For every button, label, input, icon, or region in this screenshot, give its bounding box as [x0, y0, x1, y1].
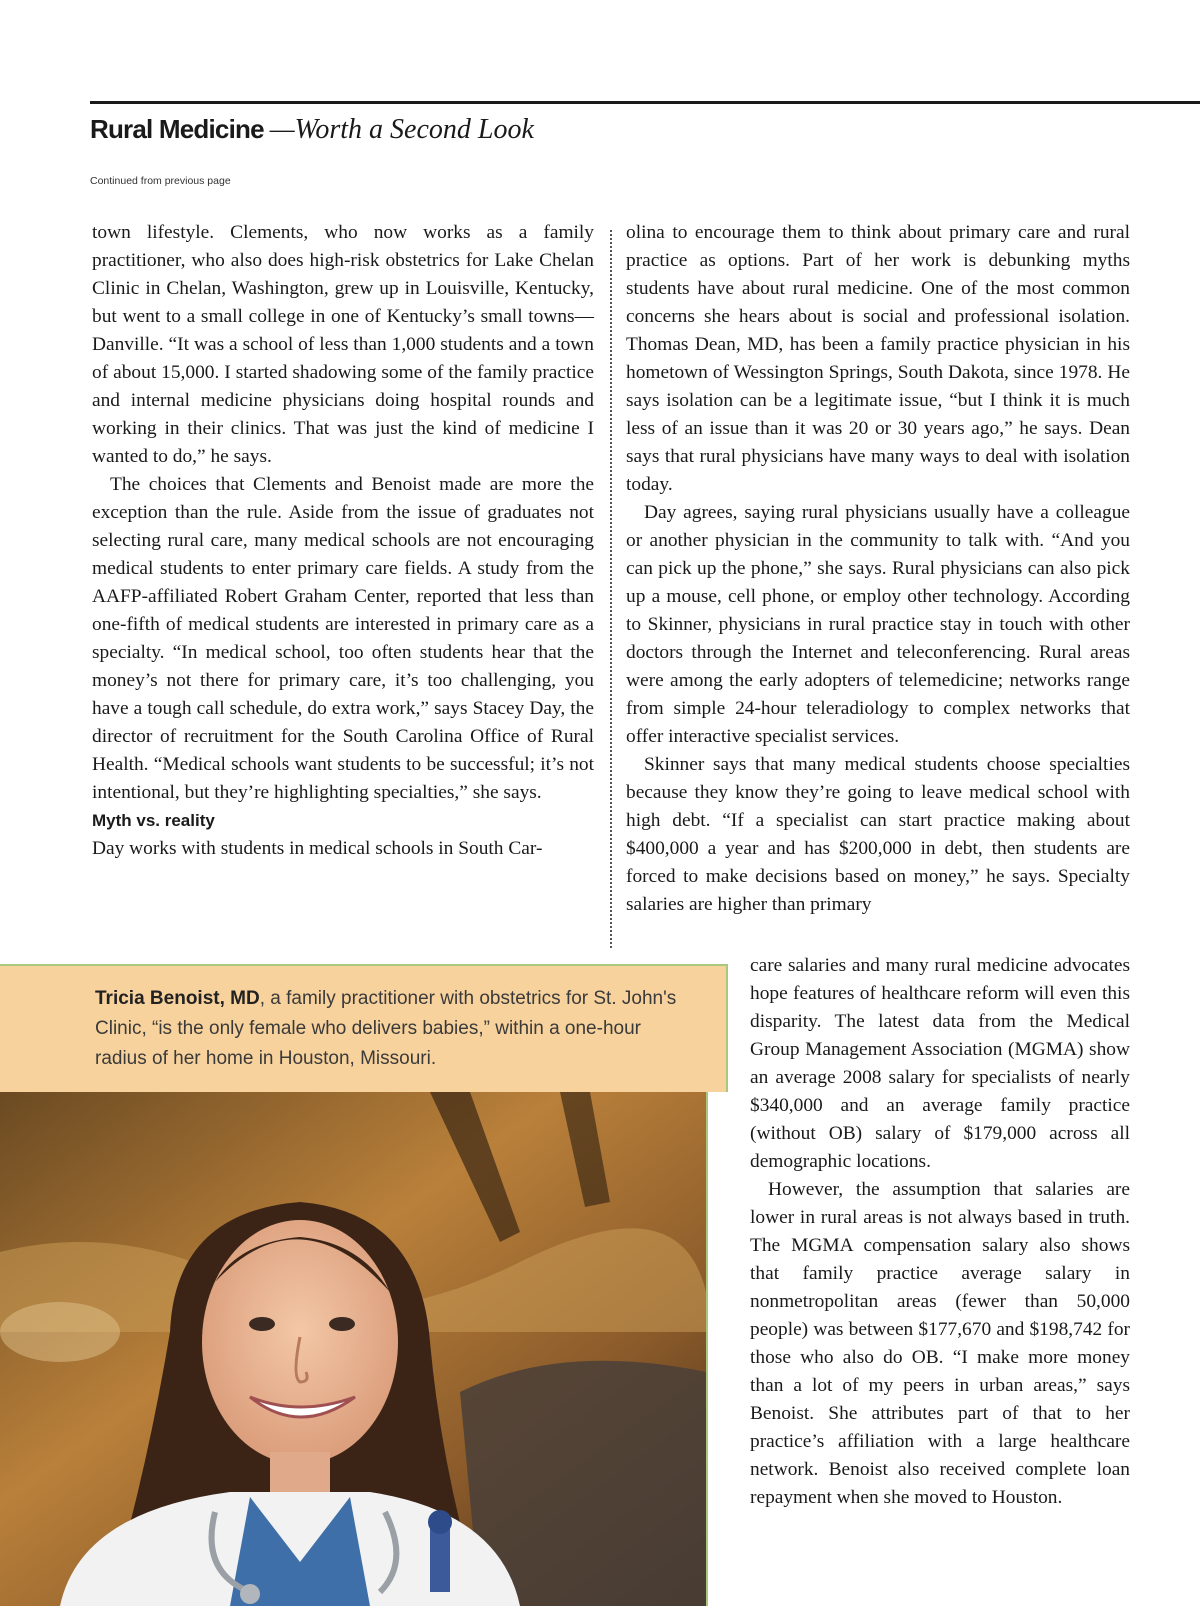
- photo-caption: [95, 984, 695, 1074]
- caption-body: , a family practitioner with obstetrics for St. John's Clinic, “is the only female who delivers babies,” within a one-hour radius of her home in Houston, Missouri.: [95, 988, 677, 1069]
- paragraph: care salaries and many rural medicine advocates hope features of healthcare reform will even this disparity. The latest data from the Medical Group Management Association (MGMA) show an average 2008 salary for specialists of nearly $340,000 and an average family practice (without OB) salary of $179,000 across all demographic locations.: [750, 955, 1130, 1172]
- right-column: [626, 219, 1130, 919]
- paragraph: Day agrees, saying rural physicians usually have a colleague or another physician in the community to talk with. “And you can pick up the phone,” she says. Rural physicians can also pick up a mouse, cell phone, or employ other technology. According to Skinner, physicians in rural practice stay in touch with other doctors through the Internet and teleconferencing. Rural areas were among the early adopters of telemedicine; networks range from simple 24-hour teleradiology to complex networks that offer interactive specialist services.: [626, 502, 1130, 747]
- paragraph: Skinner says that many medical students choose specialties because they know they’re going to leave medical school with high debt. “If a specialist can start practice making about $400,000 a year and has $200,000 in debt, then students are forced to make decisions based on money,” he says. Specialty salaries are higher than primary: [626, 754, 1130, 915]
- left-column: [92, 219, 594, 863]
- paragraph: Day works with students in medical schools in South Car-: [92, 838, 543, 859]
- column-divider: [610, 230, 612, 948]
- caption-name: Tricia Benoist, MD: [95, 988, 260, 1009]
- continued-note: Continued from previous page: [90, 175, 231, 187]
- right-narrow-column: [750, 952, 1130, 1512]
- portrait-photo: [0, 1092, 708, 1606]
- section-title: Rural Medicine: [90, 114, 264, 144]
- paragraph: town lifestyle. Clements, who now works as a family practitioner, who also does high-risk obstetrics for Lake Chelan Clinic in Chelan, Washington, grew up in Louisville, Kentucky, but went to a small college in one of Kentucky’s small towns—Danville. “It was a school of less than 1,000 students and a town of about 15,000. I started shadowing some of the family practice and internal medicine physicians doing hospital rounds and working in their clinics. That was just the kind of medicine I wanted to do,” he says.: [92, 222, 594, 467]
- header-rule: [90, 101, 1200, 104]
- portrait-illustration: [0, 1092, 706, 1606]
- paragraph: The choices that Clements and Benoist made are more the exception than the rule. Aside from the issue of graduates not selecting rural care, many medical schools are not encouraging medical students to enter primary care fields. A study from the AAFP-affiliated Robert Graham Center, reported that less than one-fifth of medical students are interested in primary care as a specialty. “In medical school, too often students hear that the money’s not there for primary care, it’s too challenging, you have a tough call schedule, do extra work,” says Stacey Day, the director of recruitment for the South Carolina Office of Rural Health. “Medical schools want students to be successful; it’s not intentional, but they’re highlighting specialties,” she says.: [92, 474, 594, 803]
- subheading: Myth vs. reality: [92, 811, 215, 830]
- section-subtitle: —Worth a Second Look: [269, 114, 534, 145]
- page-header: [90, 114, 534, 146]
- paragraph: olina to encourage them to think about primary care and rural practice as options. Part of her work is debunking myths students have about rural medicine. One of the most common concerns she hears about is social and professional isolation. Thomas Dean, MD, has been a family practice physician in his hometown of Wessington Springs, South Dakota, since 1978. He says isolation can be a legitimate issue, “but I think it is much less of an issue than it was 20 or 30 years ago,” he says. Dean says that rural physicians have many ways to deal with isolation today.: [626, 222, 1130, 495]
- paragraph: However, the assumption that salaries are lower in rural areas is not always based in truth. The MGMA compensation salary also shows that family practice average salary in nonmetropolitan areas (fewer than 50,000 people) was between $177,670 and $198,742 for those who also do OB. “I make more money than a lot of my peers in urban areas,” says Benoist. She attributes part of that to her practice’s affiliation with a large healthcare network. Benoist also received complete loan repayment when she moved to Houston.: [750, 1179, 1130, 1508]
